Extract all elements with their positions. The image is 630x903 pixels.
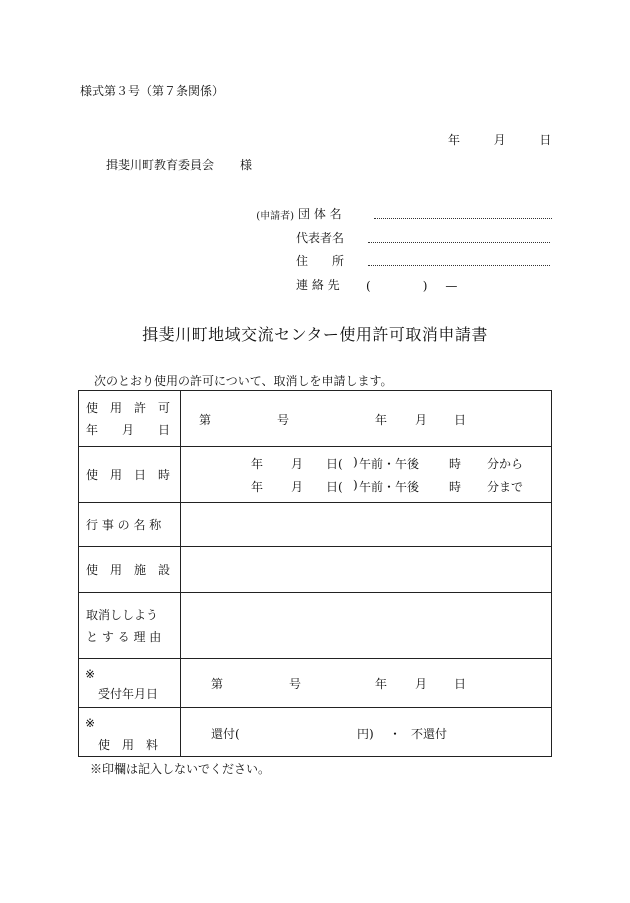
contact-dash: —: [445, 279, 458, 293]
date-month-label: 月: [493, 133, 506, 147]
table-row-usage-fee: [79, 708, 552, 757]
from-minute: 分から: [487, 457, 524, 471]
to-minute: 分まで: [487, 480, 524, 494]
usage-datetime-cell[interactable]: [181, 447, 552, 503]
receipt-day: 日: [454, 677, 467, 691]
usage-fee-mark: ※: [85, 716, 96, 730]
facility-label: 使 用 施 設: [79, 547, 181, 593]
addressee-name: 揖斐川町教育委員会: [106, 158, 215, 172]
non-refund-label: 不還付: [411, 727, 448, 741]
contact-open-paren: (: [366, 279, 371, 293]
refund-yen: 円): [357, 727, 374, 741]
table-row-cancel-reason: [79, 593, 552, 659]
group-name-field[interactable]: [374, 217, 552, 219]
table-row-facility: [79, 547, 552, 593]
receipt-date-cell: [181, 659, 552, 708]
permit-date-label: [79, 391, 181, 447]
usage-fee-text: 使 用 料: [98, 738, 159, 752]
date-year-label: 年: [448, 133, 461, 147]
application-table: [78, 390, 552, 757]
applicant-group-name-row: [250, 205, 552, 222]
permit-go: 号: [277, 413, 290, 427]
from-hour: 時: [449, 457, 462, 471]
receipt-date-text: 受付年月日: [98, 687, 159, 701]
applicant-contact-row: [296, 276, 457, 293]
receipt-month: 月: [415, 677, 428, 691]
cancel-reason-label: [79, 593, 181, 659]
addressee-honorific: 様: [240, 158, 253, 172]
to-day: 日(: [326, 480, 343, 494]
cancel-reason-label-line1: 取消ししよう: [86, 607, 159, 622]
usage-datetime-label: 使 用 日 時: [79, 447, 181, 503]
from-day: 日(: [326, 457, 343, 471]
to-hour: 時: [449, 480, 462, 494]
permit-month: 月: [415, 413, 428, 427]
permit-year: 年: [375, 413, 388, 427]
refund-separator: ・: [389, 727, 402, 741]
page-title: 揖斐川町地域交流センター使用許可取消申請書: [142, 325, 488, 344]
applicant-address-row: [296, 252, 550, 269]
table-row-usage-datetime: [79, 447, 552, 503]
from-month: 月: [291, 457, 304, 471]
intro-text: 次のとおり使用の許可について、取消しを申請します。: [94, 374, 393, 388]
cancel-reason-label-line2: と す る 理 由: [86, 629, 162, 644]
table-row-event-name: [79, 503, 552, 547]
table-row-receipt-date: [79, 659, 552, 708]
refund-label: 還付(: [211, 727, 240, 741]
from-year: 年: [251, 457, 264, 471]
representative-label: 代表者名: [296, 231, 345, 245]
receipt-year: 年: [375, 677, 388, 691]
submission-date: [448, 131, 551, 148]
permit-day: 日: [454, 413, 467, 427]
to-year: 年: [251, 480, 264, 494]
event-name-cell[interactable]: [181, 503, 552, 547]
cancel-reason-cell[interactable]: [181, 593, 552, 659]
address-field[interactable]: [368, 264, 550, 266]
to-weekday-close: ): [353, 478, 358, 492]
facility-cell[interactable]: [181, 547, 552, 593]
representative-field[interactable]: [368, 241, 550, 243]
event-name-label: 行 事 の 名 称: [79, 503, 181, 547]
receipt-date-label: [79, 659, 181, 708]
permit-date-label-line2: 年 月 日: [86, 422, 171, 437]
applicant-representative-row: [296, 229, 550, 246]
permit-date-label-line1: 使 用 許 可: [86, 400, 171, 415]
form-number: 様式第３号（第７条関係）: [80, 84, 225, 98]
usage-fee-label: [79, 708, 181, 757]
receipt-go: 号: [289, 677, 302, 691]
to-ampm: 午前・午後: [359, 480, 420, 494]
contact-label: 連 絡 先: [296, 278, 340, 292]
permit-date-cell[interactable]: [181, 391, 552, 447]
table-row-permit-date: [79, 391, 552, 447]
contact-close-paren: ): [422, 279, 428, 293]
group-name-label: 団 体 名: [298, 207, 342, 221]
permit-dai: 第: [199, 413, 212, 427]
from-ampm: 午前・午後: [359, 457, 420, 471]
date-day-label: 日: [539, 133, 552, 147]
footnote: ※印欄は記入しないでください。: [90, 762, 271, 776]
addressee: [106, 156, 252, 173]
receipt-dai: 第: [211, 677, 224, 691]
applicant-prefix: (申請者): [256, 211, 294, 222]
from-weekday-close: ): [353, 455, 358, 469]
to-month: 月: [291, 480, 304, 494]
usage-fee-cell: [181, 708, 552, 757]
receipt-date-mark: ※: [85, 667, 96, 681]
address-label: 住 所: [296, 254, 345, 268]
